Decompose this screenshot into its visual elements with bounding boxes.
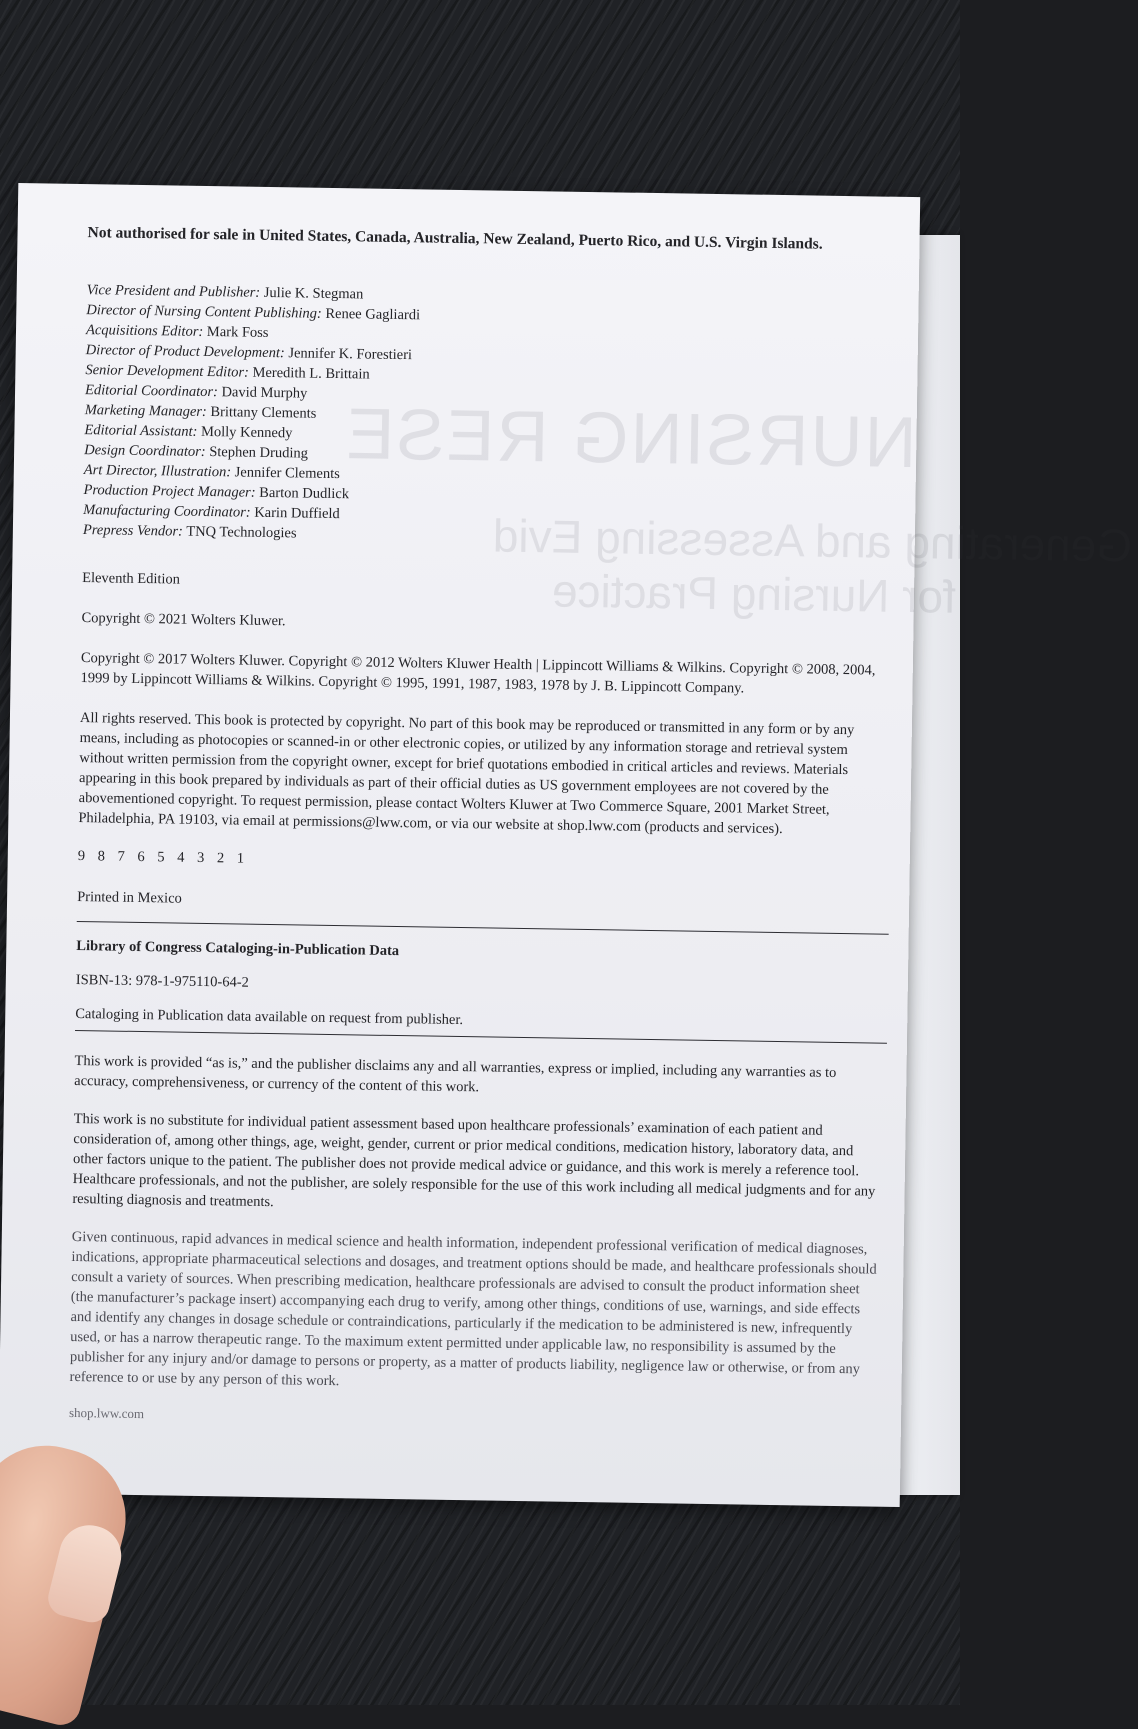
show-through-subtitle-2: for Nursing Practice [551,564,957,623]
printing-line: 9 8 7 6 5 4 3 2 1 [77,848,245,867]
credit-name: Mark Foss [206,323,269,341]
cip-note: Cataloging in Publication data available on request from publisher. [75,1005,464,1029]
credit-name: Julie K. Stegman [263,284,364,303]
credit-role: Prepress Vendor: [82,522,184,540]
disclaimer-as-is: This work is provided “as is,” and the publisher disclaims any and all warranties, express or implied, including any warranties as to accuracy, comprehensiveness, or currency of the content of this work. [74,1052,837,1096]
rights-statement: All rights reserved. This book is protected by copyright. No part of this book may be reproduced or transmitted in any form or by any means, including as photocopies or scanned-in or other electronic copies, or utilized by any information storage and retrieval system without written permission from the copyright owner, except for brief quotations embodied in critical articles and reviews. Materials appearing in this book prepared by individuals as part of their official duties as US government employees are not covered by the abovementioned copyright. To request permission, please contact Wolters Kluwer at Two Commerce Square, 2001 Market Street, Philadelphia, PA 19103, via email at permissions@lww.com, or via our website at shop.lww.com (products and services). [78,710,855,838]
isbn: ISBN-13: 978-1-975110-64-2 [75,971,249,991]
copyright-page [0,183,1133,1507]
credit-name: Stephen Druding [209,444,309,462]
printed-in: Printed in Mexico [77,889,182,907]
credit-name: Renee Gagliardi [325,305,421,324]
credit-role: Senior Development Editor: [85,362,250,381]
sale-restriction-notice: Not authorised for sale in United States, Canada, Australia, New Zealand, Puerto Rico, and U.S. Virgin Islands. [87,224,823,253]
credit-name: Molly Kennedy [200,423,293,442]
credit-role: Art Director, Illustration: [83,462,232,481]
website: shop.lww.com [68,1404,145,1422]
credit-role: Director of Nursing Content Publishing: [86,302,322,322]
page-content [69,224,900,1434]
credit-name: Jennifer Clements [234,464,340,483]
credit-role: Marketing Manager: [84,402,207,420]
credit-name: TNQ Technologies [186,523,297,542]
credit-name: Barton Dudlick [259,484,350,503]
show-through-subtitle-1: Generating and Assessing Evid [492,509,1133,572]
credit-role: Editorial Coordinator: [84,382,219,401]
credit-role: Design Coordinator: [84,442,206,460]
edition: Eleventh Edition [82,570,181,588]
copyright-current: Copyright © 2021 Wolters Kluwer. [81,610,286,630]
credit-role: Director of Product Development: [85,342,285,362]
divider [77,921,889,935]
credit-name: Brittany Clements [210,404,317,422]
credits-list [83,280,899,553]
show-through-title: NURSING RESE [343,394,918,484]
credit-role: Editorial Assistant: [84,422,198,440]
disclaimer-patient-assessment: This work is no substitute for individual patient assessment based upon healthcare professionals’ examination of each patient and consideration of, among other things, age, weight, gender, current or prior medical conditions, medication history, laboratory data, and other factors unique to the patient. The publisher does not provide medical advice or guidance, and this work is merely a reference tool. Healthcare professionals, and not the publisher, are solely responsible for the use of this work including all medical judgments and for any resulting diagnosis and treatments. [72,1110,876,1211]
credit-role: Vice President and Publisher: [86,282,261,301]
credit-name: Karin Duffield [254,504,340,523]
copyright-history: Copyright © 2017 Wolters Kluwer. Copyright © 2012 Wolters Kluwer Health | Lippincott Williams & Wilkins. Copyright © 2008, 2004, 1999 by Lippincott Williams & Wilkins. Copyright © 1995, 1991, 1987, 1983, 1978 by J. B. Lippincott Company. [80,650,876,697]
disclaimer-verification: Given continuous, rapid advances in medical science and health information, independent professional verification of medical diagnoses, indications, appropriate pharmaceutical selections and dosages, and treatment options should be made, and healthcare professionals should consult a variety of sources. When prescribing medication, healthcare professionals are advised to consult the product information sheet (the manufacturer’s package insert) accompanying each drug to verify, among other things, conditions of use, warnings, and side effects and identify any changes in dosage schedule or contraindications, particularly if the medication to be administered is new, infrequently used, or has a narrow therapeutic range. To the maximum extent permitted under applicable law, no responsibility is assumed by the publisher for any injury and/or damage to persons or property, as a matter of products liability, negligence law or otherwise, or from any reference to or use by any person of this work. [69,1228,877,1390]
cip-heading: Library of Congress Cataloging-in-Publication Data [76,938,400,960]
credit-name: Meredith L. Brittain [252,364,370,383]
credit-name: David Murphy [221,384,308,402]
credit-role: Production Project Manager: [83,482,256,501]
credit-role: Manufacturing Coordinator: [83,502,251,521]
credit-role: Acquisitions Editor: [85,322,204,340]
credit-name: Jennifer K. Forestieri [288,345,413,364]
